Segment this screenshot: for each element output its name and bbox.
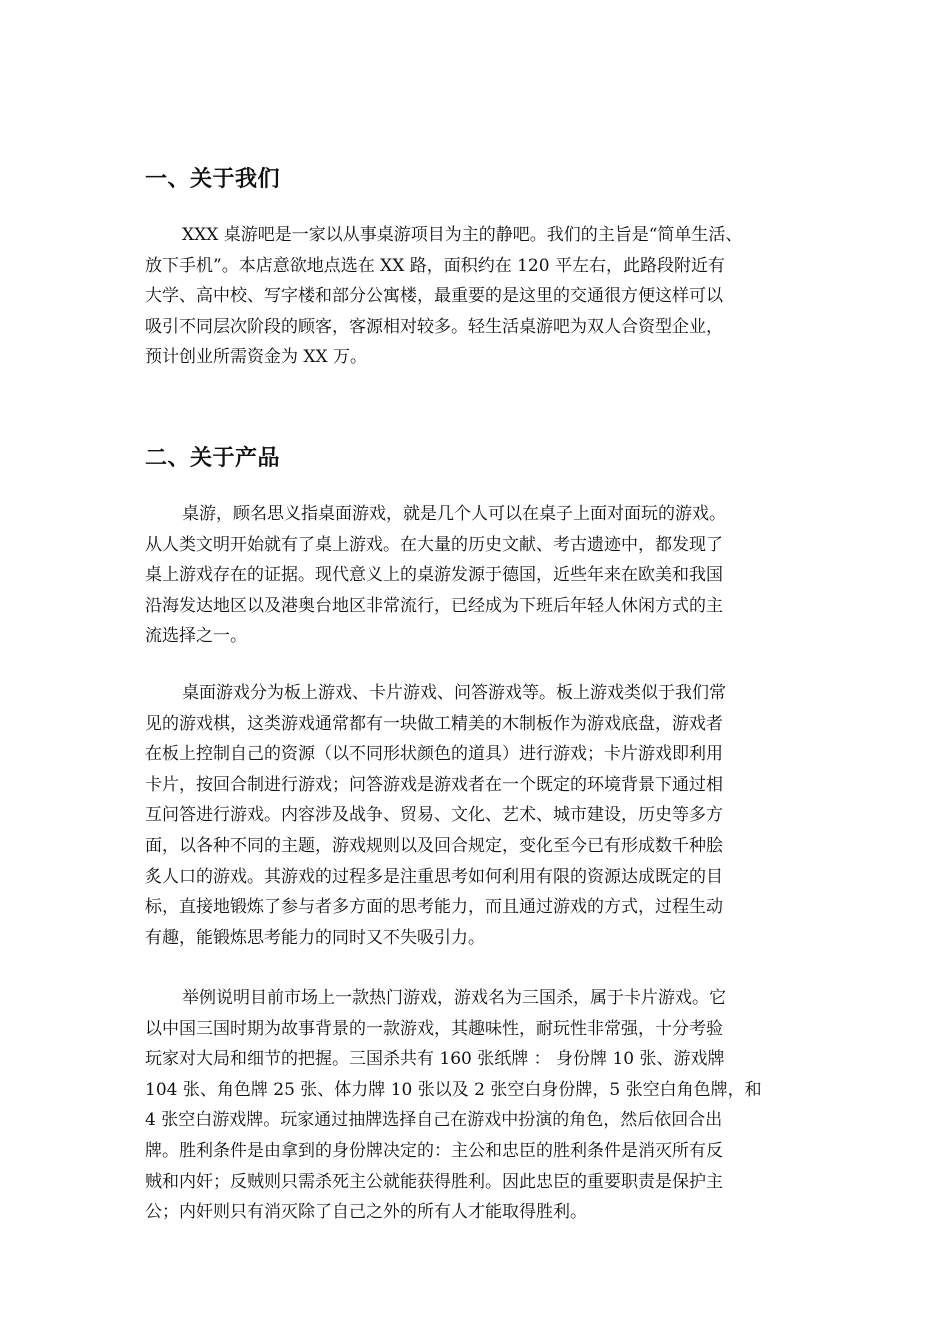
paragraph-line: 4 张空白游戏牌。玩家通过抽牌选择自己在游戏中扮演的角色，然后依回合出 xyxy=(145,1110,723,1131)
paragraph-line: 104 张、角色牌 25 张、体力牌 10 张以及 2 张空白身份牌，5 张空白角色牌，和 xyxy=(145,1079,762,1100)
paragraph-line: 互问答进行游戏。内容涉及战争、贸易、文化、艺术、城市建设，历史等多方 xyxy=(145,805,723,826)
paragraph-product-types xyxy=(145,678,726,953)
section-heading-about-us: 一、关于我们 xyxy=(145,167,281,192)
paragraph-line: 贼和内奸；反贼则只需杀死主公就能获得胜利。因此忠臣的重要职责是保护主 xyxy=(145,1171,723,1192)
paragraph-line: 炙人口的游戏。其游戏的过程多是注重思考如何利用有限的资源达成既定的目 xyxy=(145,866,723,887)
paragraph-line: 公；内奸则只有消灭除了自己之外的所有人才能取得胜利。 xyxy=(145,1202,587,1223)
paragraph-line: 见的游戏棋，这类游戏通常都有一块做工精美的木制板作为游戏底盘，游戏者 xyxy=(145,713,723,734)
paragraph-line: 流选择之一。 xyxy=(145,626,247,647)
paragraph-line: 牌。胜利条件是由拿到的身份牌决定的：主公和忠臣的胜利条件是消灭所有反 xyxy=(145,1140,723,1161)
paragraph-line: 标，直接地锻炼了参与者多方面的思考能力，而且通过游戏的方式，过程生动 xyxy=(145,897,723,918)
paragraph-line: 预计创业所需资金为 XX 万。 xyxy=(145,347,368,368)
paragraph-line: 大学、高中校、写字楼和部分公寓楼，最重要的是这里的交通很方便这样可以 xyxy=(145,286,723,307)
paragraph-line: 吸引不同层次阶段的顾客，客源相对较多。轻生活桌游吧为双人合资型企业， xyxy=(145,316,723,337)
paragraph-line: 从人类文明开始就有了桌上游戏。在大量的历史文献、考古遗迹中，都发现了 xyxy=(145,534,723,555)
paragraph-line: 桌游，顾名思义指桌面游戏，就是几个人可以在桌子上面对面玩的游戏。 xyxy=(182,504,726,524)
paragraph-line: 以中国三国时期为故事背景的一款游戏，其趣味性，耐玩性非常强，十分考验 xyxy=(145,1018,723,1039)
paragraph-product-intro xyxy=(145,499,726,652)
paragraph-line: 有趣，能锻炼思考能力的同时又不失吸引力。 xyxy=(145,927,485,948)
paragraph-line: 卡片，按回合制进行游戏；问答游戏是游戏者在一个既定的环境背景下通过相 xyxy=(145,774,723,795)
paragraph-line: 沿海发达地区以及港奥台地区非常流行，已经成为下班后年轻人休闲方式的主 xyxy=(145,595,723,616)
paragraph-line: 举例说明目前市场上一款热门游戏，游戏名为三国杀，属于卡片游戏。它 xyxy=(182,988,726,1008)
paragraph-product-example xyxy=(145,983,762,1228)
paragraph-about-us xyxy=(145,220,742,373)
paragraph-line: XXX 桌游吧是一家以从事桌游项目为主的静吧。我们的主旨是“简单生活、 xyxy=(182,225,743,245)
paragraph-line: 面，以各种不同的主题，游戏规则以及回合规定，变化至今已有形成数千种脍 xyxy=(145,835,723,856)
section-heading-about-product: 二、关于产品 xyxy=(145,446,281,471)
paragraph-line: 玩家对大局和细节的把握。三国杀共有 160 张纸牌 ： 身份牌 10 张、游戏牌 xyxy=(145,1049,725,1070)
paragraph-line: 放下手机”。本店意欲地点选在 XX 路，面积约在 120 平左右，此路段附近有 xyxy=(145,255,725,276)
paragraph-line: 在板上控制自己的资源（以不同形状颜色的道具）进行游戏；卡片游戏即利用 xyxy=(145,744,723,765)
paragraph-line: 桌上游戏存在的证据。现代意义上的桌游发源于德国，近些年来在欧美和我国 xyxy=(145,565,723,586)
paragraph-line: 桌面游戏分为板上游戏、卡片游戏、问答游戏等。板上游戏类似于我们常 xyxy=(182,683,726,703)
